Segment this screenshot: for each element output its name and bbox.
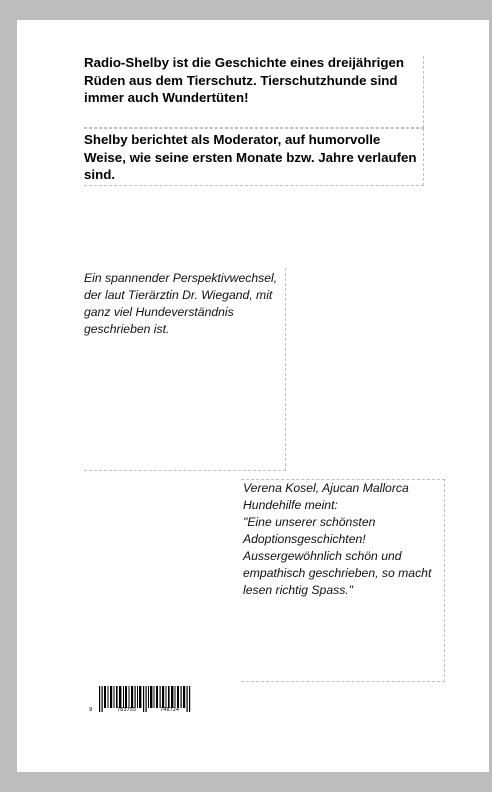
quote-2-attribution: Verena Kosel, Ajucan Mallorca Hundehilfe meint: bbox=[243, 481, 409, 512]
barcode-digits-left: 783755 bbox=[117, 707, 137, 713]
barcode-digit-first: 9 bbox=[89, 707, 93, 713]
barcode-bars-icon bbox=[89, 686, 205, 722]
blurb-paragraph-2: Shelby berichtet als Moderator, auf humorvolle Weise, wie seine ersten Monate bzw. Jahre verlaufen sind. bbox=[84, 132, 417, 182]
blurb-paragraph-1: Radio-Shelby ist die Geschichte eines dreijährigen Rüden aus dem Tierschutz. Tierschutzhunde sind immer auch Wundertüten! bbox=[84, 55, 404, 105]
barcode-digits-right: 748724 bbox=[160, 707, 180, 713]
quote-2-text: "Eine unserer schönsten Adoptionsgeschichten! Aussergewöhnlich schön und empathisch geschrieben, so macht lesen richtig Spass." bbox=[243, 515, 432, 597]
quote-1-text: Ein spannender Perspektivwechsel, der laut Tierärztin Dr. Wiegand, mit ganz viel Hundeverständnis geschrieben ist. bbox=[84, 271, 278, 336]
isbn-barcode bbox=[89, 686, 205, 722]
